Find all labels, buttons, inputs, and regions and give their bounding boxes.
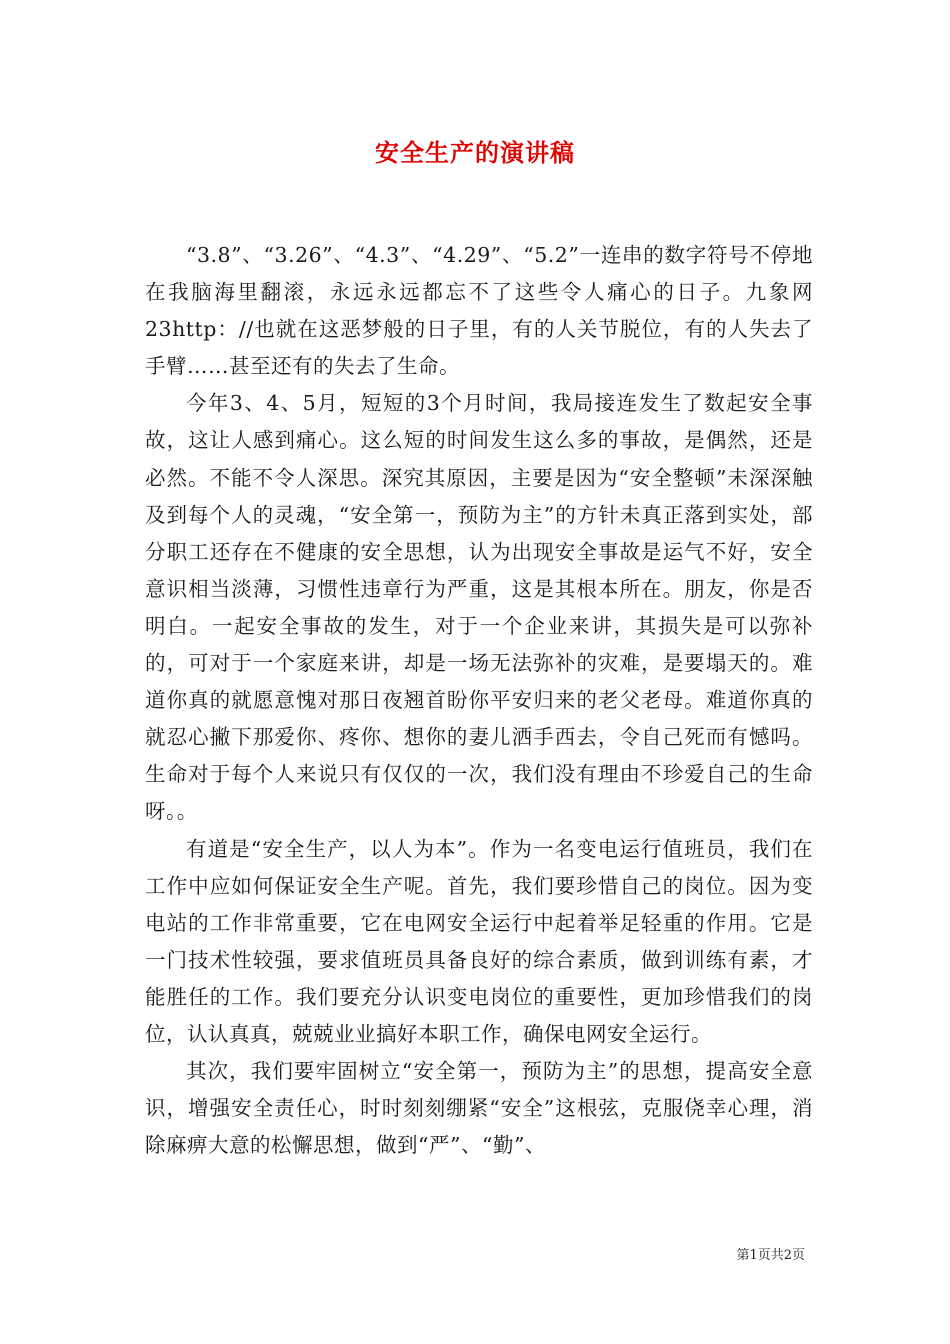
paragraph: 其次，我们要牢固树立“安全第一，预防为主”的思想，提高安全意识，增强安全责任心，时时刻刻绷紧“安全”这根弦，克服侥幸心理，消除麻痹大意的松懈思想，做到“严”、“勤”、 bbox=[145, 1059, 813, 1158]
paragraph: “3.8”、“3.26”、“4.3”、“4.29”、“5.2”一连串的数字符号不停地在我脑海里翻滚，永远永远都忘不了这些令人痛心的日子。九象网23http：//也就在这恶梦般的日子里，有的人关节脱位，有的人失去了手臂……甚至还有的失去了生命。 bbox=[145, 243, 813, 379]
document-body bbox=[145, 237, 813, 1164]
paragraph: 今年3、4、5月，短短的3个月时间，我局接连发生了数起安全事故，这让人感到痛心。这么短的时间发生这么多的事故，是偶然，还是必然。不能不令人深思。深究其原因，主要是因为“安全整顿”未深深触及到每个人的灵魂，“安全第一，预防为主”的方针未真正落到实处，部分职工还存在不健康的安全思想，认为出现安全事故是运气不好，安全意识相当淡薄，习惯性违章行为严重，这是其根本所在。朋友，你是否明白。一起安全事故的发生，对于一个企业来讲，其损失是可以弥补的，可对于一个家庭来讲，却是一场无法弥补的灾难，是要塌天的。难道你真的就愿意愧对那日夜翘首盼你平安归来的老父老母。难道你真的就忍心撇下那爱你、疼你、想你的妻儿洒手西去，令自己死而有憾吗。生命对于每个人来说只有仅仅的一次，我们没有理由不珍爱自己的生命呀。。 bbox=[145, 391, 813, 824]
page-number: 第1页共2页 bbox=[736, 1248, 805, 1263]
page-title: 安全生产的演讲稿 bbox=[375, 138, 575, 167]
paragraph: 有道是“安全生产，以人为本”。作为一名变电运行值班员，我们在工作中应如何保证安全生产呢。首先，我们要珍惜自己的岗位。因为变电站的工作非常重要，它在电网安全运行中起着举足轻重的作用。它是一门技术性较强，要求值班员具备良好的综合素质，做到训练有素，才能胜任的工作。我们要充分认识变电岗位的重要性，更加珍惜我们的岗位，认认真真，兢兢业业搞好本职工作，确保电网安全运行。 bbox=[145, 836, 813, 1046]
